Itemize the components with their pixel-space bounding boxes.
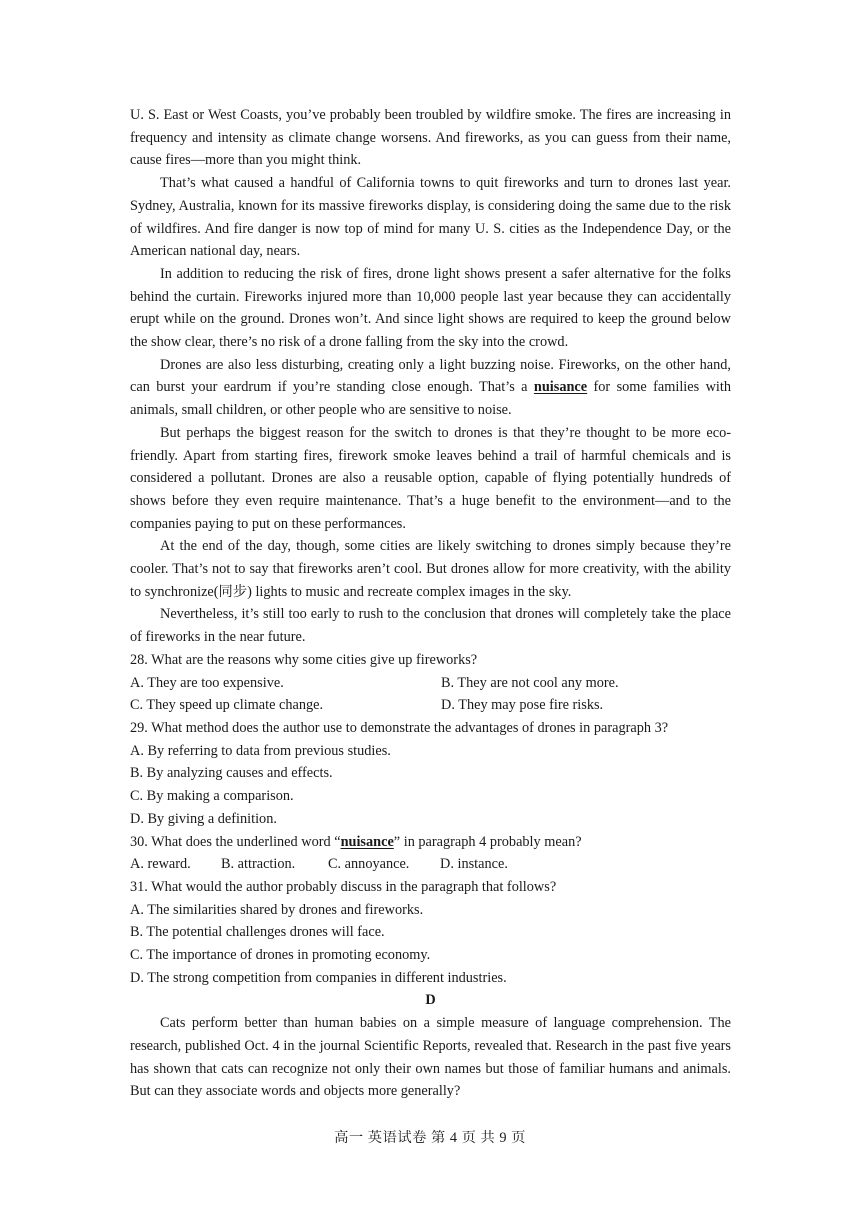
question-30-stem-after: ” in paragraph 4 probably mean? bbox=[393, 833, 582, 850]
passage-c-paragraph-1: U. S. East or West Coasts, you’ve probably been troubled by wildfire smoke. The fires are increasing in frequency and intensity as climate change worsens. And fireworks, as you can guess from their name, cause fires—more than you might think. bbox=[130, 107, 731, 169]
question-31-option-c: C. The importance of drones in promoting economy. bbox=[130, 947, 431, 964]
question-31-option-d: D. The strong competition from companies in different industries. bbox=[130, 969, 507, 986]
question-30-option-d: D. instance. bbox=[440, 856, 508, 873]
question-29-option-b: B. By analyzing causes and effects. bbox=[130, 765, 333, 782]
passage-d-paragraph-1: Cats perform better than human babies on a simple measure of language comprehension. The research, published Oct. 4 in the journal Scientific Reports, revealed that. Research in the past five years has shown that cats can recognize not only their own names but those of familiar humans and animals. But can they associate words and objects more generally? bbox=[130, 1015, 731, 1100]
question-28-stem: 28. What are the reasons why some cities give up fireworks? bbox=[130, 651, 478, 668]
question-29-option-a: A. By referring to data from previous studies. bbox=[130, 742, 391, 759]
question-31-option-b: B. The potential challenges drones will face. bbox=[130, 924, 385, 941]
question-28-option-b: B. They are not cool any more. bbox=[441, 674, 619, 691]
passage-c-paragraph-7: Nevertheless, it’s still too early to rush to the conclusion that drones will completely take the place of fireworks in the near future. bbox=[130, 606, 731, 646]
question-29-stem: 29. What method does the author use to demonstrate the advantages of drones in paragraph 3? bbox=[130, 719, 669, 736]
question-30-option-c: C. annoyance. bbox=[328, 856, 410, 873]
question-29-option-d: D. By giving a definition. bbox=[130, 810, 277, 827]
passage-c-paragraph-6: At the end of the day, though, some cities are likely switching to drones simply because they’re cooler. That’s not to say that fireworks aren’t cool. But drones allow for more creativity, with the ability to synchronize(同步) lights to music and recreate complex images in the sky. bbox=[130, 538, 731, 600]
exam-page-body bbox=[130, 104, 731, 1103]
question-28-option-d: D. They may pose fire risks. bbox=[441, 697, 604, 714]
passage-c-paragraph-4 bbox=[130, 354, 731, 422]
paragraph-4-text-before: Drones are also less disturbing, creating only a light buzzing noise. Fireworks, on the other hand, can burst your eardrum if you’re standing close enough. That’s a bbox=[130, 356, 731, 396]
question-30-stem bbox=[130, 831, 731, 854]
passage-c-paragraph-5: But perhaps the biggest reason for the switch to drones is that they’re thought to be more eco-friendly. Apart from starting fires, firework smoke leaves behind a trail of harmful chemicals and is considered a pollutant. Drones are also a reusable option, capable of flying potentially hundreds of shows before they even require maintenance. That’s a huge benefit to the environment—and to the companies paying to put on these performances. bbox=[130, 424, 731, 532]
passage-c-paragraph-2: That’s what caused a handful of California towns to quit fireworks and turn to drones last year. Sydney, Australia, known for its massive fireworks display, is considering doing the same due to the risk of wildfires. And fire danger is now top of mind for many U. S. cities as the Independence Day, or the American national day, nears. bbox=[130, 175, 731, 260]
page-footer: 高一 英语试卷 第 4 页 共 9 页 bbox=[334, 1130, 526, 1146]
question-30-option-b: B. attraction. bbox=[221, 856, 296, 873]
underlined-word: nuisance bbox=[533, 379, 588, 396]
question-30-stem-before: 30. What does the underlined word “ bbox=[130, 833, 341, 850]
paragraph-4-text-after: for some families with animals, small children, or other people who are sensitive to noise. bbox=[130, 379, 731, 419]
question-28-options-row-1 bbox=[130, 672, 731, 695]
question-31-stem: 31. What would the author probably discuss in the paragraph that follows? bbox=[130, 878, 557, 895]
question-28-options-row-2 bbox=[130, 694, 731, 717]
question-30-options bbox=[130, 853, 731, 876]
passage-c-paragraph-3: In addition to reducing the risk of fires, drone light shows present a safer alternative for the folks behind the curtain. Fireworks injured more than 10,000 people last year because they can accidentally erupt while on the ground. Drones won’t. And since light shows are required to keep the ground below the show clear, there’s no risk of a drone falling from the sky into the crowd. bbox=[130, 265, 731, 351]
question-28-option-c: C. They speed up climate change. bbox=[130, 697, 324, 714]
question-28-option-a: A. They are too expensive. bbox=[130, 674, 284, 691]
passage-d-heading: D bbox=[425, 992, 436, 1009]
question-29-option-c: C. By making a comparison. bbox=[130, 788, 294, 805]
question-30-option-a: A. reward. bbox=[130, 856, 191, 873]
question-30-underlined-word: nuisance bbox=[340, 833, 394, 850]
question-31-option-a: A. The similarities shared by drones and fireworks. bbox=[130, 901, 424, 918]
